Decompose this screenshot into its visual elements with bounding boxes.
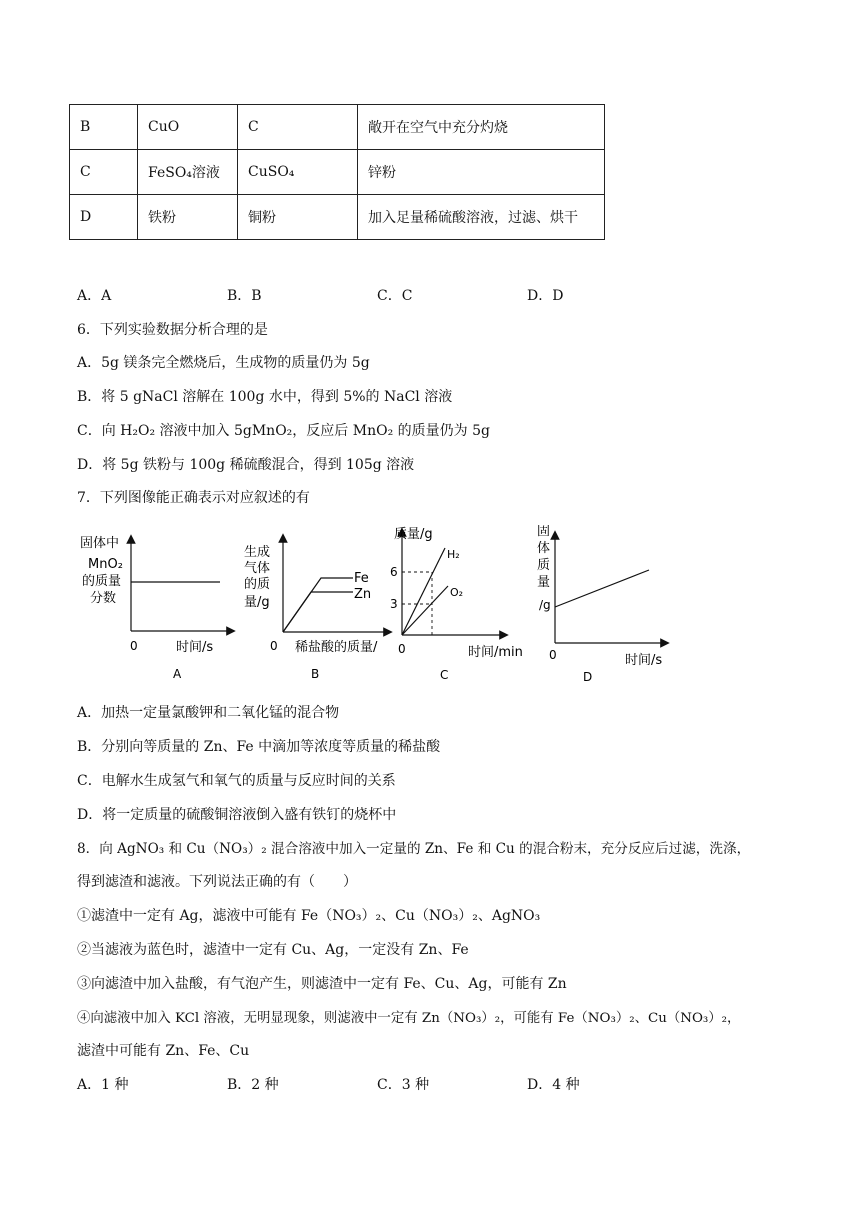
- y-label: 固: [537, 525, 551, 539]
- table-row: [70, 105, 605, 150]
- graph-b: [238, 530, 398, 690]
- q8-statement-4: ④向滤液中加入 KCl 溶液，无明显现象，则滤液中一定有 Zn（NO₃）₂，可能有 Fe（NO₃）₂、Cu（NO₃）₂，: [77, 1011, 741, 1026]
- y-label: 量/g: [244, 595, 270, 610]
- series-zn: [283, 592, 353, 632]
- table-cell: 铜粉: [238, 195, 358, 240]
- y-label: /g: [539, 598, 551, 612]
- q6-option-d: D．将 5g 铁粉与 100g 稀硫酸混合，得到 105g 溶液: [77, 457, 415, 473]
- series-label: Zn: [354, 587, 372, 602]
- table-cell: CuSO₄: [238, 150, 358, 195]
- graph-caption: C: [440, 668, 449, 682]
- origin-label: 0: [549, 648, 557, 662]
- table-cell: D: [70, 195, 138, 240]
- series-label: Fe: [354, 571, 369, 586]
- q6-stem: 6．下列实验数据分析合理的是: [77, 322, 268, 338]
- series-label: H₂: [447, 548, 460, 561]
- q5-choice-d: D．D: [527, 288, 564, 304]
- q8-stem-line1: 8．向 AgNO₃ 和 Cu（NO₃）₂ 混合溶液中加入一定量的 Zn、Fe 和 Cu 的混合粉末，充分反应后过滤，洗涤，: [77, 841, 751, 857]
- q5-choice-b: B．B: [227, 288, 262, 304]
- series-o2: [402, 586, 448, 635]
- q8-statement-1: ①滤渣中一定有 Ag，滤液中可能有 Fe（NO₃）₂、Cu（NO₃）₂、AgNO₃: [77, 908, 541, 924]
- q8-statement-2: ②当滤液为蓝色时，滤渣中一定有 Cu、Ag，一定没有 Zn、Fe: [77, 942, 469, 958]
- x-label: 时间/min: [468, 645, 523, 660]
- table-cell: 敞开在空气中充分灼烧: [358, 105, 605, 150]
- x-label: 稀盐酸的质量/: [295, 640, 378, 655]
- q8-choice-b: B．2 种: [227, 1077, 279, 1093]
- table-cell: C: [238, 105, 358, 150]
- graph-c: [388, 518, 538, 683]
- origin-label: 0: [130, 639, 138, 653]
- q8-choice-a: A．1 种: [77, 1077, 129, 1093]
- series-line: [555, 570, 649, 607]
- y-label: 分数: [90, 591, 117, 606]
- graph-a: [78, 525, 238, 685]
- x-label: 时间/s: [176, 640, 214, 655]
- q6-option-a: A．5g 镁条完全燃烧后，生成物的质量仍为 5g: [77, 355, 370, 371]
- q8-stem-line2: 得到滤渣和滤液。下列说法正确的有（ ）: [77, 874, 357, 890]
- table-cell: FeSO₄溶液: [138, 150, 238, 195]
- y-label: 体: [537, 541, 551, 556]
- y-label: 固体中: [80, 536, 120, 551]
- q7-option-b: B．分别向等质量的 Zn、Fe 中滴加等浓度等质量的稀盐酸: [77, 739, 441, 755]
- q7-option-d: D．将一定质量的硫酸铜溶液倒入盛有铁钉的烧杯中: [77, 807, 397, 823]
- tick-label: 3: [390, 597, 398, 611]
- y-label: 生成: [244, 545, 271, 560]
- graph-caption: D: [583, 670, 593, 684]
- table-cell: 加入足量稀硫酸溶液，过滤、烘干: [358, 195, 605, 240]
- q7-stem: 7．下列图像能正确表示对应叙述的有: [77, 490, 310, 506]
- q5-choice-a: A．A: [77, 288, 112, 304]
- q8-statement-3: ③向滤渣中加入盐酸，有气泡产生，则滤渣中一定有 Fe、Cu、Ag，可能有 Zn: [77, 976, 567, 992]
- q6-option-c: C．向 H₂O₂ 溶液中加入 5gMnO₂，反应后 MnO₂ 的质量仍为 5g: [77, 423, 490, 439]
- q7-option-a: A．加热一定量氯酸钾和二氧化锰的混合物: [77, 705, 340, 721]
- series-fe: [283, 578, 353, 632]
- q7-option-c: C．电解水生成氢气和氧气的质量与反应时间的关系: [77, 773, 396, 789]
- table-cell: 铁粉: [138, 195, 238, 240]
- y-label: 的质量: [82, 574, 122, 589]
- q5-choice-c: C．C: [377, 288, 413, 304]
- series-label: O₂: [450, 586, 464, 599]
- q6-option-b: B．将 5 gNaCl 溶解在 100g 水中，得到 5%的 NaCl 溶液: [77, 389, 453, 405]
- graph-caption: B: [311, 667, 320, 681]
- table-row: [70, 150, 605, 195]
- q8-choice-d: D．4 种: [527, 1077, 580, 1093]
- table-cell: C: [70, 150, 138, 195]
- y-label: 的质: [244, 577, 271, 592]
- origin-label: 0: [398, 642, 406, 656]
- y-label: 质量/g: [394, 527, 433, 542]
- table-cell: 锌粉: [358, 150, 605, 195]
- series-h2: [402, 548, 445, 635]
- graph-d: [535, 525, 685, 685]
- tick-label: 6: [390, 565, 398, 579]
- y-label: MnO₂: [88, 557, 123, 572]
- table-row: [70, 195, 605, 240]
- table-cell: B: [70, 105, 138, 150]
- y-label: 气体: [244, 561, 271, 576]
- table-cell: CuO: [138, 105, 238, 150]
- options-table: [69, 104, 605, 240]
- q8-choice-c: C．3 种: [377, 1077, 430, 1093]
- q8-statement-4-cont: 滤渣中可能有 Zn、Fe、Cu: [77, 1043, 250, 1059]
- origin-label: 0: [270, 639, 278, 653]
- y-label: 量: [537, 575, 551, 590]
- x-label: 时间/s: [625, 653, 663, 668]
- y-label: 质: [537, 558, 551, 573]
- graph-caption: A: [173, 667, 182, 681]
